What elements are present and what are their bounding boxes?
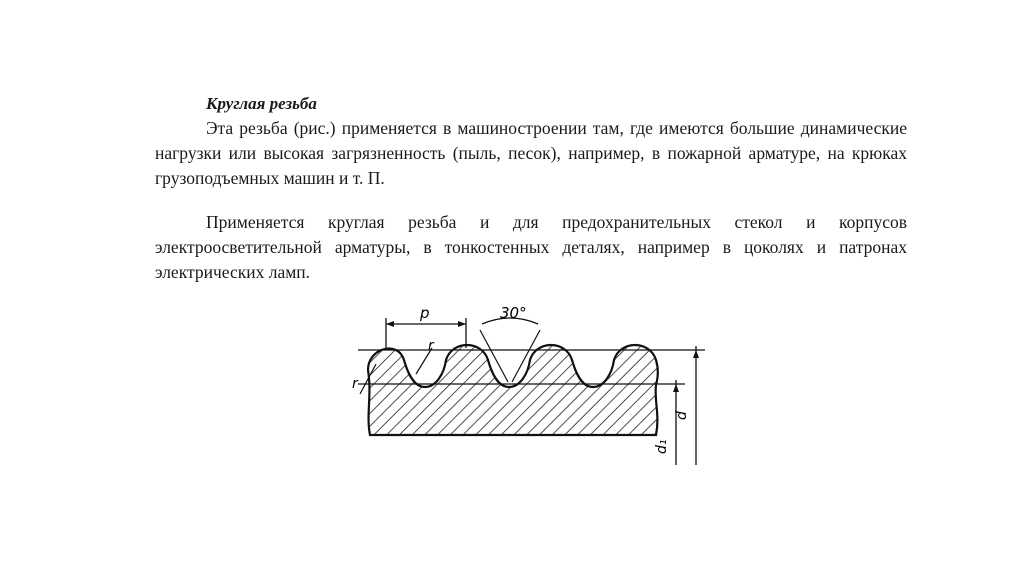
thread-body-section [368, 345, 658, 435]
radius-label-top: r [428, 338, 434, 354]
angle-label: 30° [500, 304, 527, 322]
radius-label-left: r [352, 376, 358, 392]
round-thread-drawing [340, 290, 720, 470]
paragraph-usage: Эта резьба (рис.) применяется в машиностроении там, где имеются большие динамические нагрузки или высокая загрязненность (пыль, песок), например, в пожарной арматуре, на крюках грузоподъемных машин и т. П. [155, 118, 907, 188]
inner-diameter-label: d₁ [654, 439, 670, 454]
outer-diameter-label: d [674, 411, 690, 420]
section-heading: Круглая резьба [206, 94, 317, 113]
paragraph-applications: Применяется круглая резьба и для предохранительных стекол и корпусов электроосветительной арматуры, в тонкостенных деталях, например в цоколях и патронах электрических ламп. [155, 212, 907, 282]
pitch-label: p [420, 304, 430, 322]
